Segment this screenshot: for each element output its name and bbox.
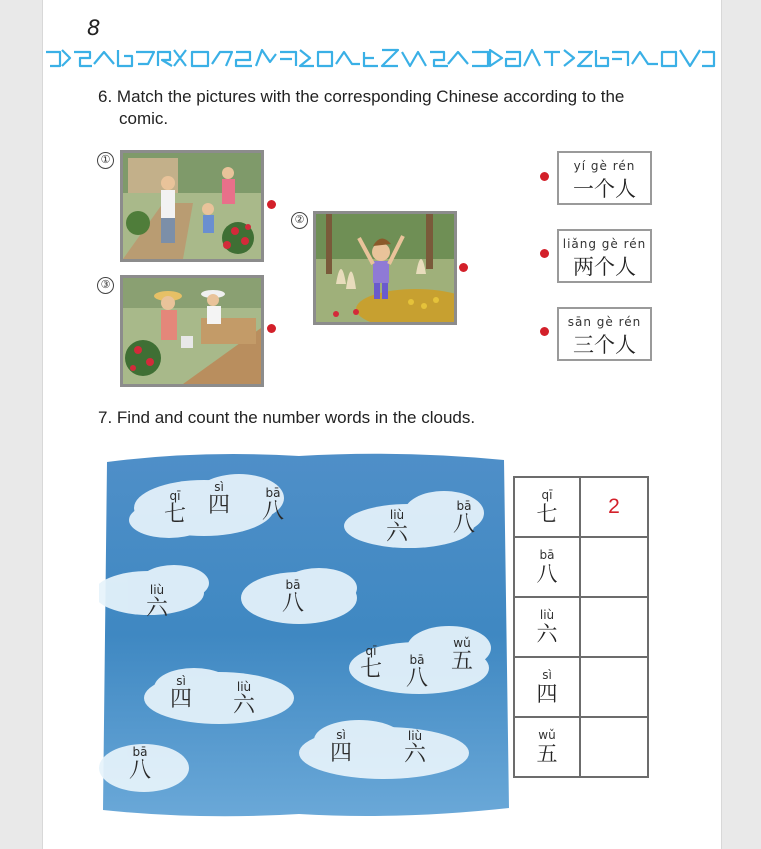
cloud-word-hanzi: 八 (406, 666, 429, 691)
family-garden-illustration (123, 153, 261, 259)
table-pinyin: wǔ (538, 728, 556, 742)
cloud-sky-painting (99, 448, 512, 820)
family-garden-picture[interactable] (120, 150, 264, 262)
table-row (514, 717, 648, 777)
cloud-word-hanzi: 七 (360, 657, 383, 682)
word-1-hanzi: 一个人 (573, 177, 636, 201)
girl-cheering-picture[interactable] (313, 211, 457, 325)
cloud-word-pinyin: qī (365, 644, 377, 658)
picture-3-match-dot[interactable] (267, 324, 276, 333)
table-hanzi: 六 (536, 622, 558, 646)
word-box-one-person (557, 151, 652, 205)
page-number: 8 (87, 16, 101, 40)
word-3-match-dot[interactable] (540, 327, 549, 336)
count-table (513, 476, 649, 778)
table-pinyin: sì (542, 668, 552, 682)
cloud-word-wu-1 (451, 637, 473, 674)
question-7-text: Find and count the number words in the clouds. (116, 408, 476, 427)
cloud-word-pinyin: wǔ (453, 636, 471, 650)
table-hanzi: 八 (536, 562, 558, 586)
cloud-word-hanzi: 六 (404, 742, 427, 767)
cloud-word-pinyin: liù (236, 680, 252, 694)
cloud-word-pinyin: bā (285, 578, 301, 592)
word-2-hanzi: 两个人 (573, 255, 636, 279)
picture-1-label: ① (97, 152, 114, 169)
cloud-word-pinyin: qī (169, 489, 181, 503)
table-pinyin: liù (539, 608, 555, 622)
count-answer-cell[interactable] (580, 477, 648, 537)
cloud-word-pinyin: sì (214, 480, 224, 494)
people-planting-illustration (123, 278, 261, 384)
count-answer-cell[interactable] (580, 657, 648, 717)
table-row (514, 477, 648, 537)
word-1-match-dot[interactable] (540, 172, 549, 181)
number-word-cell (514, 717, 580, 777)
number-word-cell (514, 477, 580, 537)
cloud-word-hanzi: 四 (330, 741, 353, 766)
cloud-word-ba-2 (453, 500, 475, 537)
cloud-word-liu-1 (386, 509, 408, 546)
cloud-word-ba-1 (262, 487, 284, 524)
cloud-word-pinyin: bā (132, 745, 148, 759)
cloud-word-hanzi: 八 (453, 512, 476, 537)
cloud-word-liu-3 (233, 681, 255, 718)
cloud-word-hanzi: 五 (451, 649, 474, 674)
table-hanzi: 五 (536, 742, 558, 766)
cloud-word-pinyin: bā (409, 653, 425, 667)
cloud-word-si-3 (330, 729, 352, 766)
question-6-prompt (98, 86, 678, 130)
word-box-three-people (557, 307, 652, 361)
word-2-pinyin: liǎng gè rén (562, 237, 647, 251)
word-box-two-people (557, 229, 652, 283)
cloud-word-qi-1 (164, 490, 186, 527)
number-word-cell (514, 597, 580, 657)
picture-3-label: ③ (97, 277, 114, 294)
number-word-cell (514, 537, 580, 597)
cloud-word-hanzi: 八 (282, 591, 305, 616)
question-7-number: 7. (98, 408, 113, 427)
cloud-word-hanzi: 六 (233, 693, 256, 718)
question-6-text-line2: comic. (119, 109, 169, 128)
count-answer: 2 (608, 495, 620, 518)
cloud-word-hanzi: 六 (386, 521, 409, 546)
table-row (514, 597, 648, 657)
cloud-word-ba-5 (129, 746, 151, 783)
count-answer-cell[interactable] (580, 537, 648, 597)
picture-2-label: ② (291, 212, 308, 229)
word-2-match-dot[interactable] (540, 249, 549, 258)
table-hanzi: 七 (536, 502, 558, 526)
decorative-border-strip (42, 44, 718, 74)
cloud-word-hanzi: 八 (129, 758, 152, 783)
picture-2-match-dot[interactable] (459, 263, 468, 272)
count-answer-cell[interactable] (580, 717, 648, 777)
cloud-word-si-1 (208, 481, 230, 518)
cloud-word-pinyin: sì (336, 728, 346, 742)
cloud-word-si-2 (170, 675, 192, 712)
table-pinyin: qī (541, 488, 553, 502)
number-word-cell (514, 657, 580, 717)
girl-cheering-illustration (316, 214, 454, 322)
cloud-word-hanzi: 四 (170, 687, 193, 712)
table-pinyin: bā (539, 548, 555, 562)
cloud-word-hanzi: 八 (262, 499, 285, 524)
cloud-word-qi-2 (360, 645, 382, 682)
cloud-word-pinyin: bā (265, 486, 281, 500)
cloud-word-pinyin: liù (149, 583, 165, 597)
word-3-hanzi: 三个人 (573, 333, 636, 357)
table-hanzi: 四 (536, 682, 558, 706)
people-planting-picture[interactable] (120, 275, 264, 387)
cloud-word-liu-2 (146, 584, 168, 621)
question-7-prompt (98, 407, 475, 429)
cloud-word-pinyin: liù (389, 508, 405, 522)
picture-1-match-dot[interactable] (267, 200, 276, 209)
cloud-word-pinyin: bā (456, 499, 472, 513)
cloud-word-pinyin: liù (407, 729, 423, 743)
word-3-pinyin: sān gè rén (567, 315, 642, 329)
cloud-word-ba-4 (406, 654, 428, 691)
table-row (514, 537, 648, 597)
cloud-word-pinyin: sì (176, 674, 186, 688)
cloud-word-ba-3 (282, 579, 304, 616)
word-1-pinyin: yí gè rén (573, 159, 636, 173)
table-row (514, 657, 648, 717)
cloud-word-liu-4 (404, 730, 426, 767)
cloud-word-hanzi: 六 (146, 596, 169, 621)
cloud-word-hanzi: 七 (164, 502, 187, 527)
question-6-number: 6. (98, 87, 113, 106)
cloud-word-hanzi: 四 (208, 493, 231, 518)
count-answer-cell[interactable] (580, 597, 648, 657)
question-6-text-line1: Match the pictures with the corresponding Chinese according to the (116, 87, 625, 106)
